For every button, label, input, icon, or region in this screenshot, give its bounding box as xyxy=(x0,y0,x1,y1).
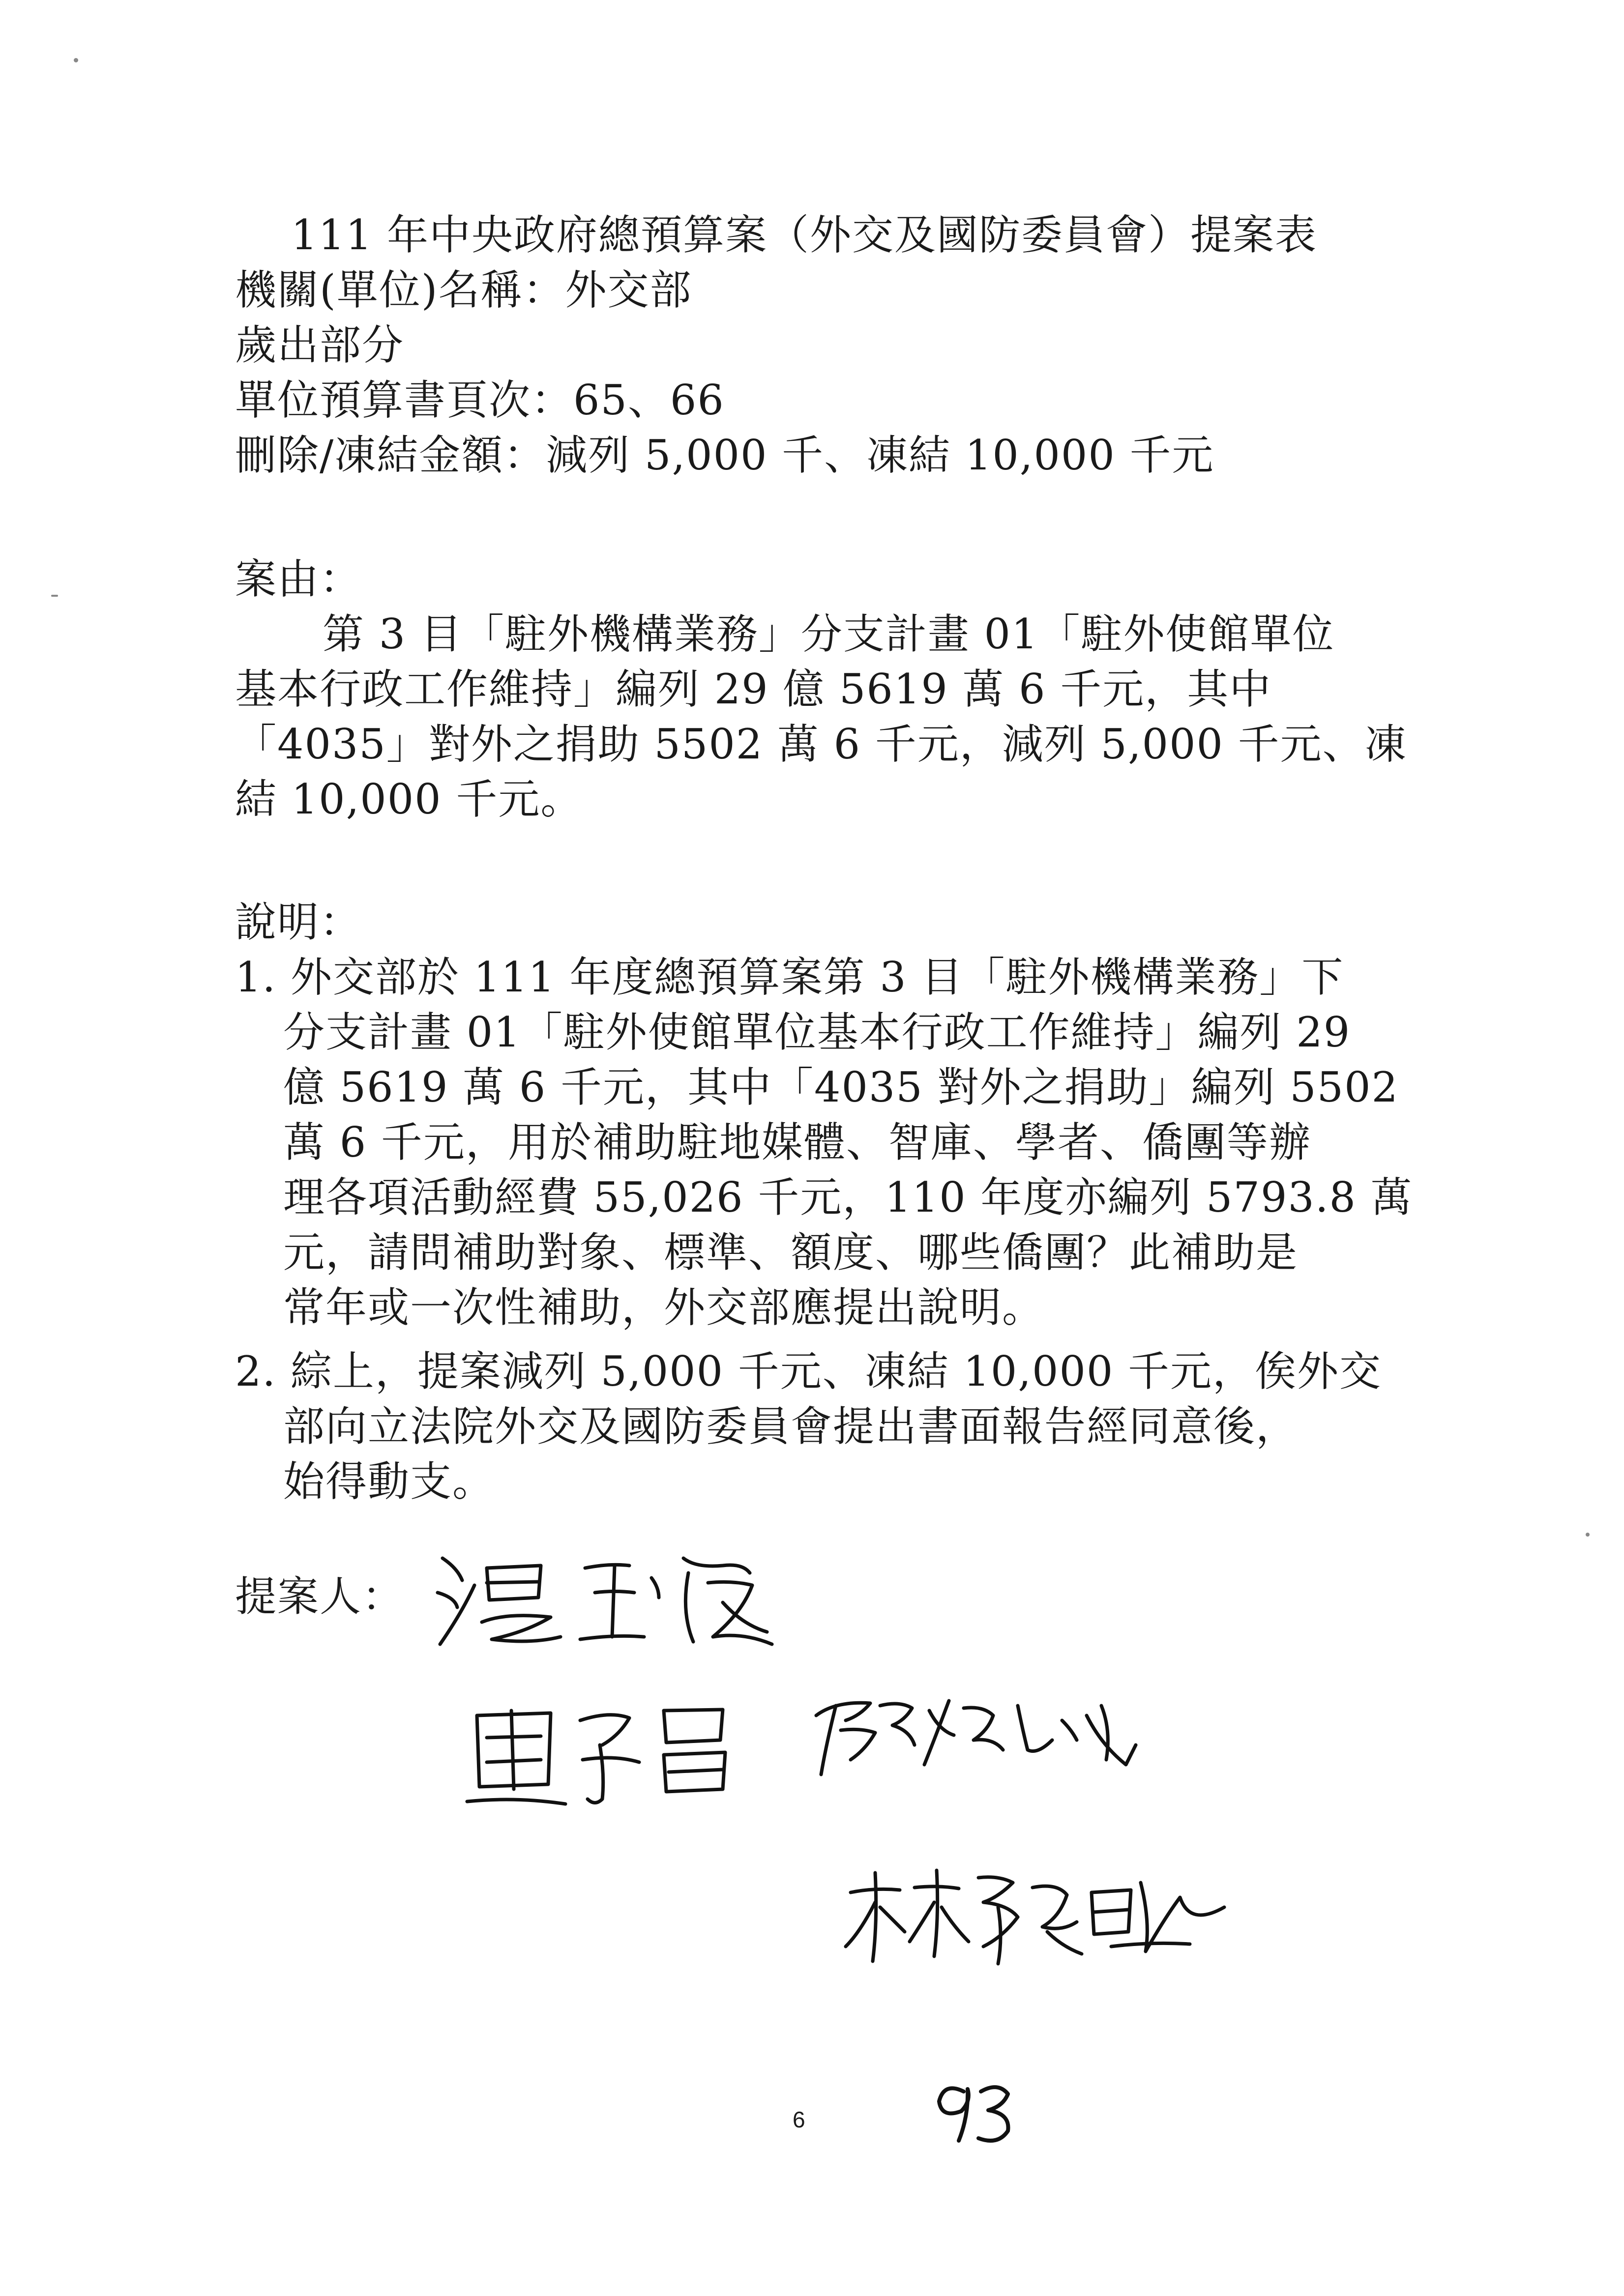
handwritten-number xyxy=(929,2072,1018,2151)
reason-line: 「4035」對外之捐助 5502 萬 6 千元，減列 5,000 千元、凍 xyxy=(235,720,1407,768)
explanation-line: 元，請問補助對象、標準、額度、哪些僑團？此補助是 xyxy=(283,1228,1299,1277)
signature-4 xyxy=(836,1858,1229,1971)
explanation-line: 分支計畫 01「駐外使館單位基本行政工作維持」編列 29 xyxy=(283,1008,1351,1056)
scan-speck xyxy=(51,595,58,597)
reason-line: 第 3 目「駐外機構業務」分支計畫 01「駐外使館單位 xyxy=(323,610,1335,658)
reason-line: 基本行政工作維持」編列 29 億 5619 萬 6 千元，其中 xyxy=(235,665,1272,713)
page-number: 6 xyxy=(793,2107,805,2132)
explanation-line: 始得動支。 xyxy=(283,1457,495,1506)
explanation-line: 1. 外交部於 111 年度總預算案第 3 目「駐外機構業務」下 xyxy=(235,953,1344,1001)
deletion-amount: 刪除/凍結金額：減列 5,000 千、凍結 10,000 千元 xyxy=(235,431,1214,479)
agency-name: 機關(單位)名稱：外交部 xyxy=(235,266,692,314)
signature-3 xyxy=(806,1686,1141,1779)
scan-speck xyxy=(74,58,78,62)
scan-speck xyxy=(1586,1533,1590,1537)
budget-pages: 單位預算書頁次：65、66 xyxy=(235,376,725,424)
section-label: 歲出部分 xyxy=(235,321,405,369)
signature-1 xyxy=(428,1539,782,1652)
proposer-label: 提案人： xyxy=(235,1572,405,1621)
reason-line: 結 10,000 千元。 xyxy=(235,775,583,823)
explanation-line: 億 5619 萬 6 千元，其中「4035 對外之捐助」編列 5502 xyxy=(283,1063,1399,1111)
explanation-line: 2. 綜上，提案減列 5,000 千元、凍結 10,000 千元，俟外交 xyxy=(235,1347,1382,1395)
document-title: 111 年中央政府總預算案（外交及國防委員會）提案表 xyxy=(291,211,1318,259)
explanation-line: 部向立法院外交及國防委員會提出書面報告經同意後， xyxy=(283,1402,1299,1451)
reason-heading: 案由： xyxy=(235,555,362,603)
signature-2 xyxy=(457,1691,762,1814)
explanation-line: 理各項活動經費 55,026 千元，110 年度亦編列 5793.8 萬 xyxy=(283,1173,1413,1221)
explanation-line: 常年或一次性補助，外交部應提出說明。 xyxy=(283,1283,1045,1332)
explanation-heading: 說明： xyxy=(235,898,362,946)
explanation-line: 萬 6 千元，用於補助駐地媒體、智庫、學者、僑團等辦 xyxy=(283,1118,1311,1166)
